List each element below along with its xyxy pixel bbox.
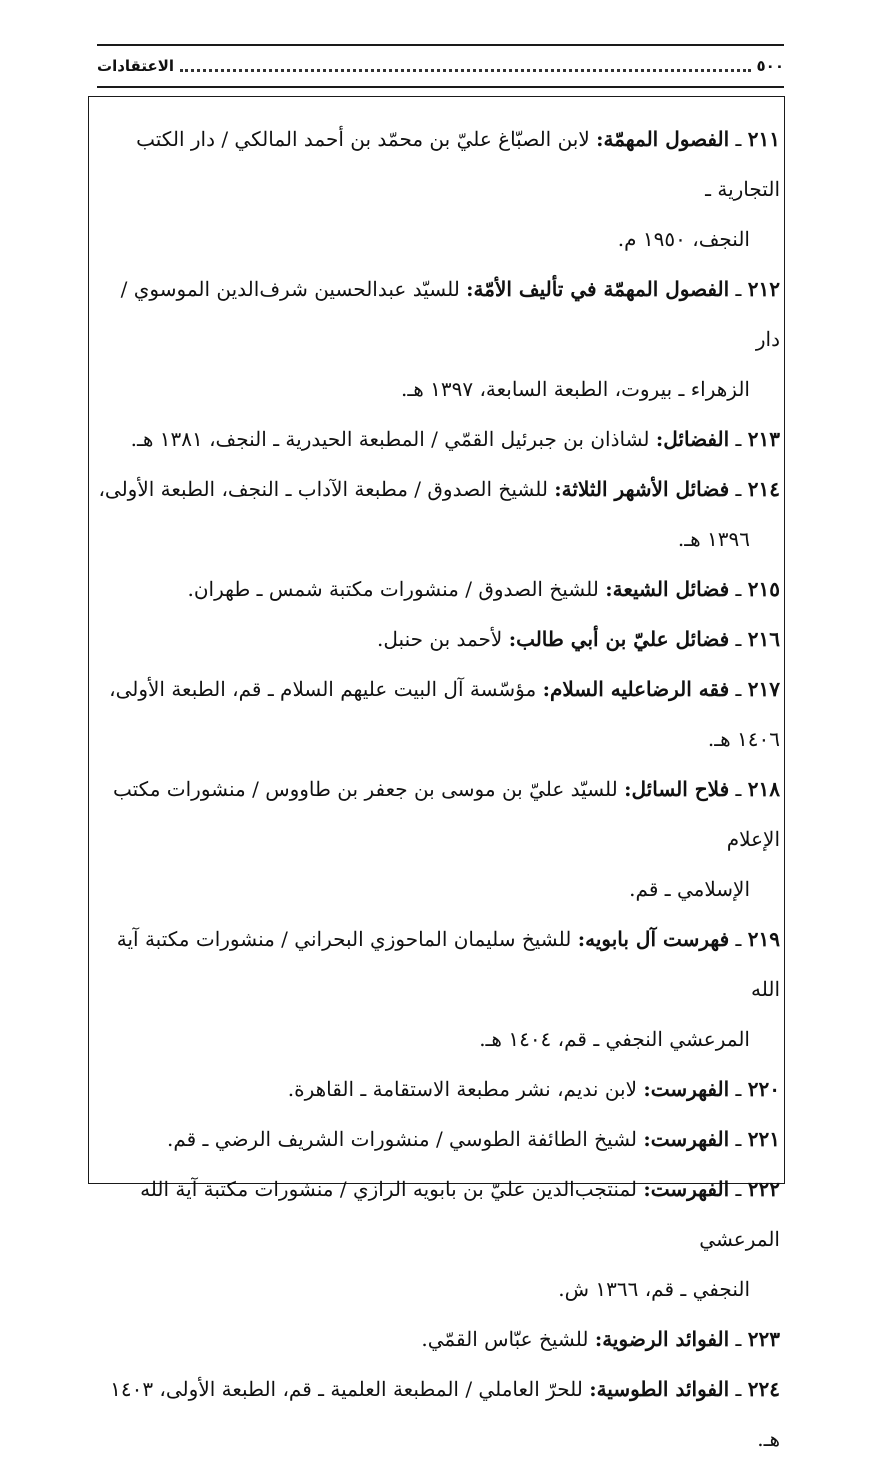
- entry-title: فضائل عليّ بن أبي طالب:: [508, 627, 730, 651]
- entry-description: للشيخ عبّاس القمّي.: [421, 1327, 589, 1351]
- entry-description: للسيّد عبدالحسين شرف‌الدين الموسوي / دار: [120, 277, 780, 351]
- running-title: الاعتقادات: [97, 57, 175, 75]
- header-top-rule: [97, 44, 784, 46]
- bibliography-entry-222: ٢٢٢ ـ الفهرست: لمنتجب‌الدين عليّ بن بابويه الرازي / منشورات مكتبة آية الله المرعشي النجفي ـ قم، ١٣٦٦ ش.: [96, 1164, 780, 1314]
- entry-number: ٢٢١: [747, 1127, 780, 1151]
- entry-description: مؤسّسة آل البيت عليهم السلام ـ قم، الطبعة الأولى، ١٤٠٦ هـ.: [109, 677, 780, 751]
- entry-number: ٢٢٠: [747, 1077, 780, 1101]
- entry-description: لشاذان بن جبرئيل القمّي / المطبعة الحيدرية ـ النجف، ١٣٨١ هـ.: [130, 427, 650, 451]
- bibliography-entry-224: ٢٢٤ ـ الفوائد الطوسية: للحرّ العاملي / المطبعة العلمية ـ قم، الطبعة الأولى، ١٤٠٣ هـ.: [110, 1377, 780, 1451]
- entry-number: ٢١٥: [747, 577, 780, 601]
- bibliography-entry-223: ٢٢٣ ـ الفوائد الرضوية: للشيخ عبّاس القمّي.: [421, 1327, 780, 1351]
- entry-description: لأحمد بن حنبل.: [377, 627, 503, 651]
- bibliography-entry-215: ٢١٥ ـ فضائل الشيعة: للشيخ الصدوق / منشورات مكتبة شمس ـ طهران.: [187, 577, 780, 601]
- entry-number: ٢١٨: [747, 777, 780, 801]
- entry-title: الفصول المهمّة في تأليف الأمّة:: [466, 277, 730, 301]
- entry-title: الفصول المهمّة:: [596, 127, 730, 151]
- entry-title: فلاح السائل:: [624, 777, 730, 801]
- entry-description: للشيخ الصدوق / منشورات مكتبة شمس ـ طهران.: [187, 577, 599, 601]
- entry-description: للحرّ العاملي / المطبعة العلمية ـ قم، الطبعة الأولى، ١٤٠٣ هـ.: [110, 1377, 780, 1451]
- entry-description: للسيّد عليّ بن موسى بن جعفر بن طاووس / منشورات مكتب الإعلام: [112, 777, 780, 851]
- bibliography-entry-213: ٢١٣ ـ الفضائل: لشاذان بن جبرئيل القمّي / المطبعة الحيدرية ـ النجف، ١٣٨١ هـ.: [130, 427, 780, 451]
- entry-description: للشيخ سليمان الماحوزي البحراني / منشورات مكتبة آية الله: [116, 927, 780, 1001]
- entry-number: ٢١٣: [747, 427, 780, 451]
- entry-description: لشيخ الطائفة الطوسي / منشورات الشريف الرضي ـ قم.: [166, 1127, 638, 1151]
- bibliography-entry-217: ٢١٧ ـ فقه الرضاعليه السلام: مؤسّسة آل البيت عليهم السلام ـ قم، الطبعة الأولى، ١٤٠٦ هـ.: [109, 677, 780, 751]
- entry-continuation: ١٣٩٦ هـ.: [677, 527, 750, 551]
- entry-description: لابن الصبّاغ عليّ بن محمّد بن أحمد المالكي / دار الكتب التجارية ـ: [136, 127, 780, 201]
- entry-title: الفهرست:: [643, 1077, 730, 1101]
- bibliography-entry-220: ٢٢٠ ـ الفهرست: لابن نديم، نشر مطبعة الاستقامة ـ القاهرة.: [287, 1077, 780, 1101]
- entry-number: ٢٢٤: [747, 1377, 780, 1401]
- entry-title: الفهرست:: [643, 1177, 730, 1201]
- entry-title: فهرست آل بابويه:: [577, 927, 730, 951]
- bibliography-entry-218: ٢١٨ ـ فلاح السائل: للسيّد عليّ بن موسى بن جعفر بن طاووس / منشورات مكتب الإعلام الإسلامي ـ قم.: [96, 764, 780, 914]
- entry-description: لمنتجب‌الدين عليّ بن بابويه الرازي / منشورات مكتبة آية الله المرعشي: [140, 1177, 780, 1251]
- entry-title: فقه الرضاعليه السلام:: [542, 677, 730, 701]
- entry-number: ٢١٧: [747, 677, 780, 701]
- entry-title: فضائل الأشهر الثلاثة:: [554, 477, 730, 501]
- entry-continuation: النجف، ١٩٥٠ م.: [617, 227, 750, 251]
- bibliography-entry-221: ٢٢١ ـ الفهرست: لشيخ الطائفة الطوسي / منشورات الشريف الرضي ـ قم.: [166, 1127, 780, 1151]
- page-header: [97, 52, 784, 80]
- entry-number: ٢١٩: [747, 927, 780, 951]
- bibliography-entry-216: ٢١٦ ـ فضائل عليّ بن أبي طالب: لأحمد بن حنبل.: [377, 627, 780, 651]
- bibliography-entry-214: ٢١٤ ـ فضائل الأشهر الثلاثة: للشيخ الصدوق / مطبعة الآداب ـ النجف، الطبعة الأولى، ١٣٩٦ هـ.: [96, 464, 780, 564]
- entry-number: ٢١٦: [747, 627, 780, 651]
- header-dot-leader: [180, 69, 751, 72]
- entry-number: ٢١١: [747, 127, 780, 151]
- entry-number: ٢٢٣: [747, 1327, 780, 1351]
- header-bottom-rule: [97, 86, 784, 88]
- entry-title: الفهرست:: [643, 1127, 730, 1151]
- bibliography-entry-211: ٢١١ ـ الفصول المهمّة: لابن الصبّاغ عليّ بن محمّد بن أحمد المالكي / دار الكتب التجارية ـ النجف، ١٩٥٠ م.: [96, 114, 780, 264]
- entry-title: فضائل الشيعة:: [605, 577, 730, 601]
- entry-title: الفوائد الطوسية:: [589, 1377, 730, 1401]
- entry-continuation: المرعشي النجفي ـ قم، ١٤٠٤ هـ.: [479, 1027, 750, 1051]
- bibliography-list: [96, 114, 780, 1464]
- entry-number: ٢١٤: [747, 477, 780, 501]
- bibliography-entry-219: ٢١٩ ـ فهرست آل بابويه: للشيخ سليمان الماحوزي البحراني / منشورات مكتبة آية الله المرعشي النجفي ـ قم، ١٤٠٤ هـ.: [96, 914, 780, 1064]
- entry-description: للشيخ الصدوق / مطبعة الآداب ـ النجف، الطبعة الأولى،: [98, 477, 548, 501]
- entry-continuation: الإسلامي ـ قم.: [629, 877, 750, 901]
- entry-title: الفوائد الرضوية:: [594, 1327, 730, 1351]
- entry-description: لابن نديم، نشر مطبعة الاستقامة ـ القاهرة.: [287, 1077, 638, 1101]
- page-number: ٥٠٠: [756, 57, 784, 75]
- entry-continuation: النجفي ـ قم، ١٣٦٦ ش.: [558, 1277, 750, 1301]
- entry-continuation: الزهراء ـ بيروت، الطبعة السابعة، ١٣٩٧ هـ.: [401, 377, 750, 401]
- entry-number: ٢١٢: [747, 277, 780, 301]
- entry-number: ٢٢٢: [747, 1177, 780, 1201]
- bibliography-entry-212: ٢١٢ ـ الفصول المهمّة في تأليف الأمّة: للسيّد عبدالحسين شرف‌الدين الموسوي / دار الزهراء ـ بيروت، الطبعة السابعة، ١٣٩٧ هـ.: [96, 264, 780, 414]
- entry-title: الفضائل:: [655, 427, 730, 451]
